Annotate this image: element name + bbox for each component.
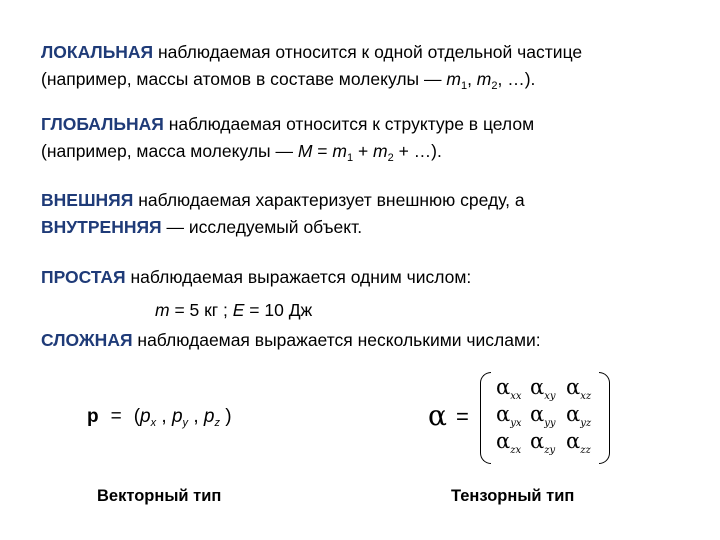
tensor-cell — [566, 428, 606, 454]
tensor-cell-index: yx — [510, 418, 522, 429]
tensor-cell — [530, 401, 570, 427]
local-text-2: (например, массы атомов в составе молекулы — — [41, 69, 447, 89]
tensor-cell-index: yy — [544, 418, 556, 429]
internal-keyword: ВНУТРЕННЯЯ — [41, 217, 162, 237]
global-m1-sub: 1 — [346, 152, 354, 164]
vector-comma-1: , — [156, 406, 172, 427]
local-m1: m — [446, 69, 461, 89]
global-tail: + …). — [393, 141, 442, 161]
matrix-left-paren — [480, 372, 491, 464]
tensor-lhs: α — [428, 399, 447, 432]
external-text-1: наблюдаемая характеризует внешнюю среду, а — [133, 190, 525, 210]
global-eq: = — [312, 141, 333, 161]
tensor-cell — [566, 374, 606, 400]
tensor-cell-symbol: α — [566, 375, 581, 399]
tensor-cell-index: yz — [580, 418, 592, 429]
global-text-2: (например, масса молекулы — — [41, 141, 298, 161]
global-text-1: наблюдаемая относится к структуре в целом — [163, 114, 535, 134]
global-line-2 — [41, 138, 534, 165]
global-keyword: ГЛОБАЛЬНАЯ — [41, 114, 164, 134]
local-keyword: ЛОКАЛЬНАЯ — [41, 42, 154, 62]
tensor-cell-symbol: α — [496, 375, 511, 399]
complex-observable-paragraph — [41, 327, 541, 354]
complex-text-1: наблюдаемая выражается несколькими числами: — [132, 330, 541, 350]
local-line-1 — [41, 39, 582, 66]
vector-close: ) — [219, 406, 232, 427]
local-observable-paragraph — [41, 39, 582, 93]
simple-formula — [155, 297, 312, 324]
simple-observable-paragraph — [41, 264, 471, 291]
tensor-eq: = — [456, 404, 469, 429]
tensor-cell-index: xz — [580, 391, 592, 402]
tensor-formula — [428, 370, 628, 470]
tensor-cell-symbol: α — [566, 402, 581, 426]
global-observable-paragraph — [41, 111, 534, 165]
global-m2: m — [373, 141, 388, 161]
tensor-cell-symbol: α — [496, 429, 511, 453]
formula-E-value: = 10 Дж — [244, 300, 313, 320]
formula-E: E — [232, 300, 245, 320]
tensor-cell-index: zz — [580, 445, 591, 456]
external-observable-paragraph — [41, 187, 525, 241]
tensor-cell-index: zx — [510, 445, 522, 456]
external-line-1 — [41, 187, 525, 214]
local-text-1: наблюдаемая относится к одной отдельной частице — [153, 42, 583, 62]
tensor-type-label: Тензорный тип — [451, 487, 575, 505]
simple-keyword: ПРОСТАЯ — [41, 267, 126, 287]
vector-py-sub: y — [182, 417, 189, 429]
vector-px: p — [140, 406, 151, 427]
vector-pz-sub: z — [214, 417, 220, 429]
vector-eq: = — [110, 406, 122, 427]
tensor-cell-index: xx — [510, 391, 522, 402]
vector-px-sub: x — [150, 417, 157, 429]
global-m1: m — [332, 141, 347, 161]
global-m2-sub: 2 — [387, 152, 394, 164]
tensor-cell-index: xy — [544, 391, 556, 402]
formula-m: m — [155, 300, 170, 320]
vector-py: p — [171, 406, 183, 427]
vector-pz: p — [203, 406, 215, 427]
global-M: M — [297, 141, 313, 161]
tensor-cell-symbol: α — [530, 375, 545, 399]
tensor-cell — [530, 374, 570, 400]
external-line-2 — [41, 214, 525, 241]
global-line-1 — [41, 111, 534, 138]
tensor-cell-symbol: α — [566, 429, 581, 453]
tensor-matrix — [480, 370, 610, 466]
tensor-cell — [530, 428, 570, 454]
vector-type-label: Векторный тип — [97, 487, 222, 505]
vector-formula — [87, 404, 232, 430]
local-m1-sub: 1 — [460, 80, 468, 92]
complex-keyword: СЛОЖНАЯ — [41, 330, 133, 350]
external-keyword: ВНЕШНЯЯ — [41, 190, 134, 210]
vector-lhs: p — [87, 406, 99, 427]
local-m2-sub: 2 — [491, 80, 498, 92]
local-m2: m — [476, 69, 492, 89]
external-text-2: — исследуемый объект. — [161, 217, 363, 237]
tensor-cell-index: zy — [544, 445, 556, 456]
tensor-cell-symbol: α — [496, 402, 511, 426]
formula-m-value: = 5 кг ; — [169, 300, 233, 320]
simple-text-1: наблюдаемая выражается одним числом: — [125, 267, 472, 287]
tensor-cell-symbol: α — [530, 429, 545, 453]
global-plus: + — [353, 141, 374, 161]
vector-comma-2: , — [188, 406, 204, 427]
local-tail: , …). — [497, 69, 536, 89]
tensor-cell-symbol: α — [530, 402, 545, 426]
vector-open: ( — [133, 406, 141, 427]
tensor-cell — [566, 401, 606, 427]
local-sep-1: , — [467, 69, 477, 89]
local-line-2 — [41, 66, 582, 93]
